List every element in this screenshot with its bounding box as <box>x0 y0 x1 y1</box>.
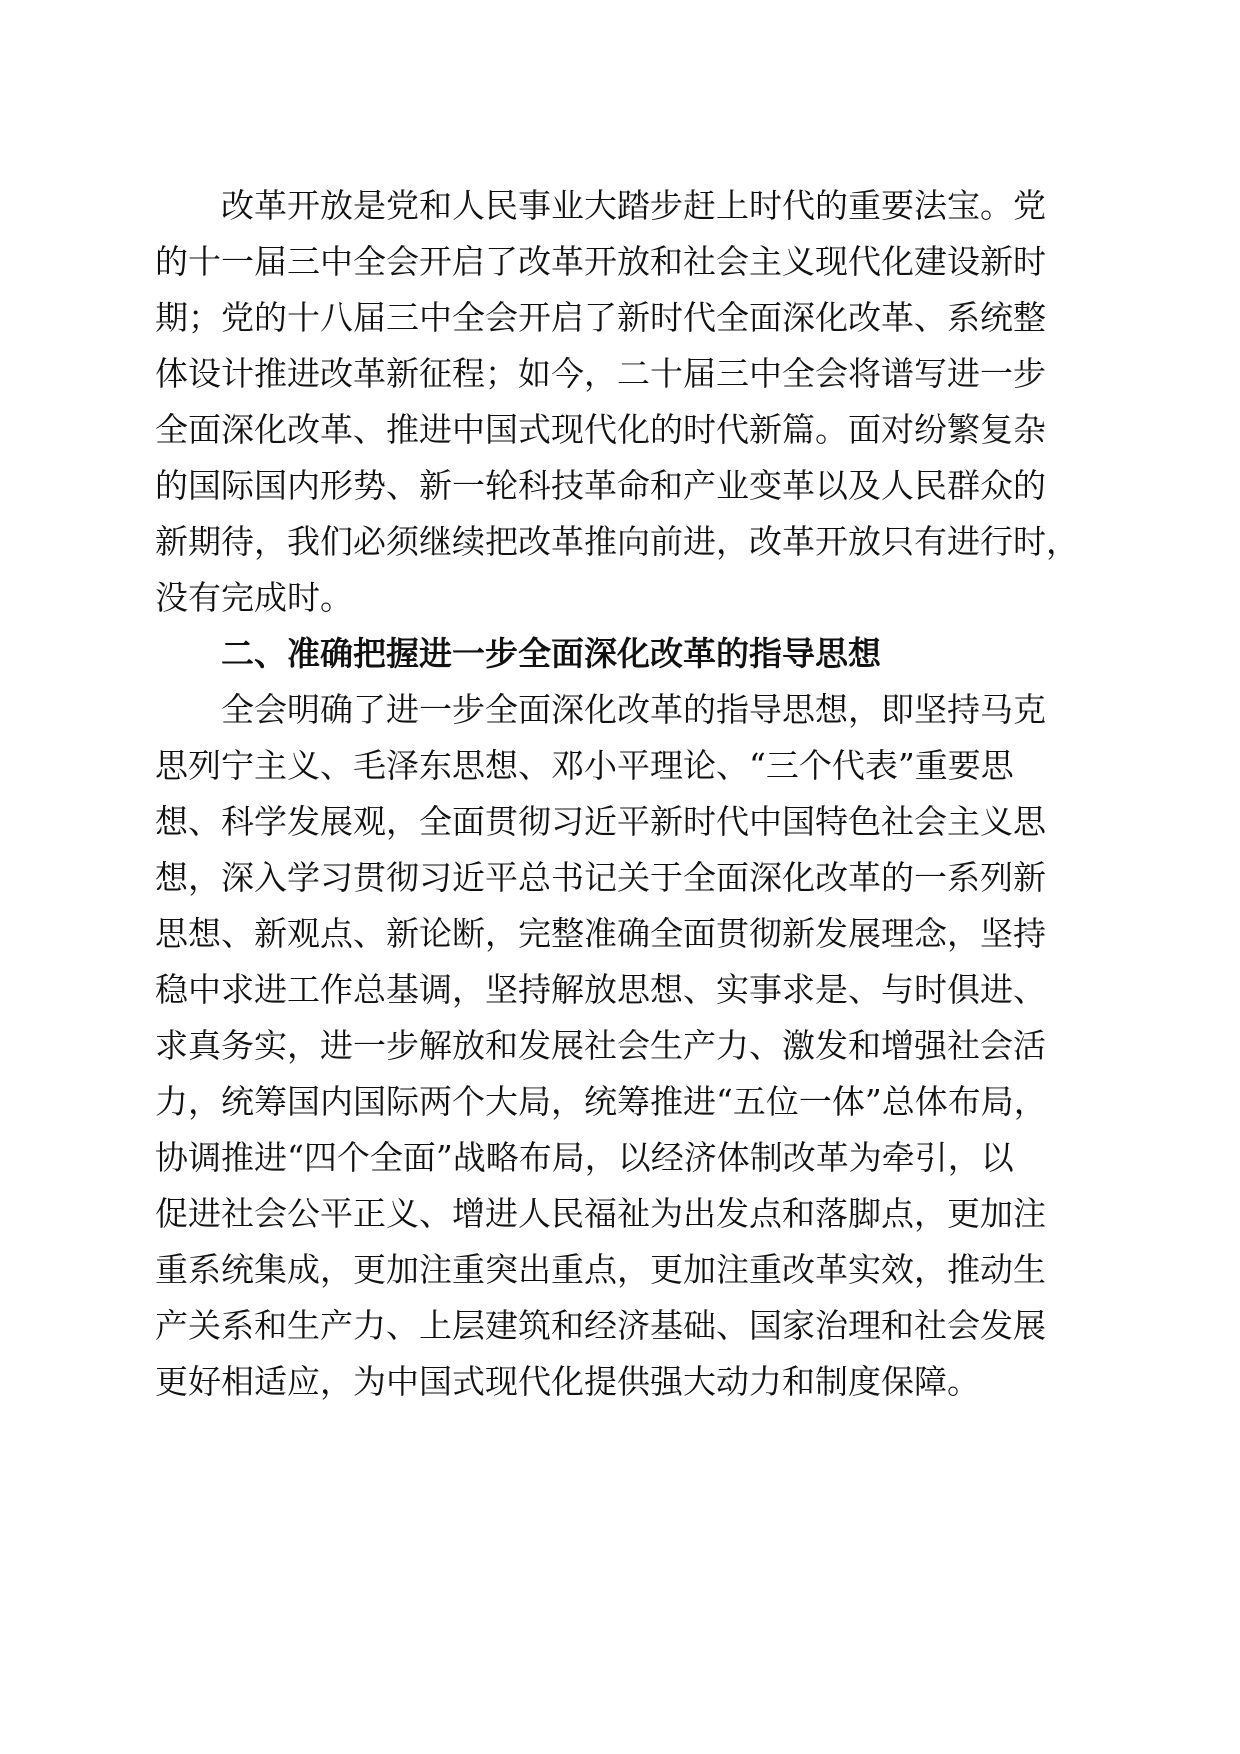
paragraph-1-line-3: 期；党的十八届三中全会开启了新时代全面深化改革、系统整 <box>155 298 1046 337</box>
paragraph-1-line-4: 体设计推进改革新征程；如今，二十届三中全会将谱写进一步 <box>155 354 1046 393</box>
paragraph-2-line-8: 力，统筹国内国际两个大局，统筹推进“五位一体”总体布局， <box>155 1082 1047 1121</box>
paragraph-2-line-9: 协调推进“四个全面”战略布局，以经济体制改革为牵引，以 <box>155 1138 1014 1177</box>
paragraph-2-line-12: 产关系和生产力、上层建筑和经济基础、国家治理和社会发展 <box>155 1306 1046 1345</box>
paragraph-1-line-2: 的十一届三中全会开启了改革开放和社会主义现代化建设新时 <box>155 242 1046 281</box>
paragraph-2-line-2: 思列宁主义、毛泽东思想、邓小平理论、“三个代表”重要思 <box>155 746 1014 785</box>
paragraph-2-line-10: 促进社会公平正义、增进人民福祉为出发点和落脚点，更加注 <box>155 1194 1046 1233</box>
paragraph-2-line-3: 想、科学发展观，全面贯彻习近平新时代中国特色社会主义思 <box>155 802 1046 841</box>
paragraph-2-line-5: 思想、新观点、新论断，完整准确全面贯彻新发展理念，坚持 <box>155 914 1046 953</box>
paragraph-2-line-6: 稳中求进工作总基调，坚持解放思想、实事求是、与时俱进、 <box>155 970 1046 1009</box>
paragraph-2-line-13: 更好相适应，为中国式现代化提供强大动力和制度保障。 <box>155 1362 980 1401</box>
paragraph-2-line-4: 想，深入学习贯彻习近平总书记关于全面深化改革的一系列新 <box>155 858 1046 897</box>
paragraph-1-line-8: 没有完成时。 <box>155 578 353 617</box>
paragraph-2-line-1: 全会明确了进一步全面深化改革的指导思想，即坚持马克 <box>221 690 1046 729</box>
paragraph-2-line-7: 求真务实，进一步解放和发展社会生产力、激发和增强社会活 <box>155 1026 1046 1065</box>
paragraph-1-line-6: 的国际国内形势、新一轮科技革命和产业变革以及人民群众的 <box>155 466 1046 505</box>
paragraph-1-line-7: 新期待，我们必须继续把改革推向前进，改革开放只有进行时， <box>155 522 1079 561</box>
paragraph-1-line-5: 全面深化改革、推进中国式现代化的时代新篇。面对纷繁复杂 <box>155 410 1046 449</box>
paragraph-2-line-11: 重系统集成，更加注重突出重点，更加注重改革实效，推动生 <box>155 1250 1046 1289</box>
section-heading-2: 二、准确把握进一步全面深化改革的指导思想 <box>221 634 881 673</box>
paragraph-1-line-1: 改革开放是党和人民事业大踏步赶上时代的重要法宝。党 <box>221 186 1046 225</box>
